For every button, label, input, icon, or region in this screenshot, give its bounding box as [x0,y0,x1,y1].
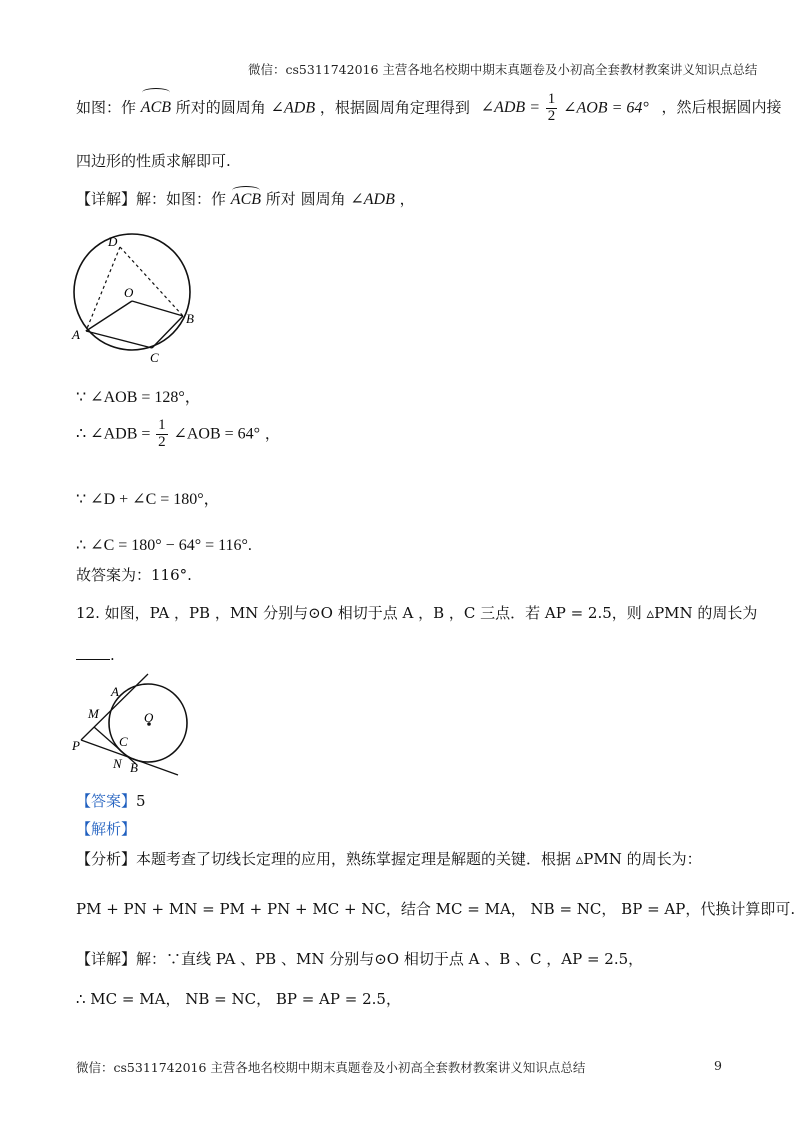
question-12-blank [76,646,115,664]
detail1-angle: ∠ADB [350,191,395,208]
step-3: ∵ ∠D + ∠C = 180°， [76,491,220,508]
step-2-fraction [156,418,168,451]
page-header: 微信：cs5311742016 主营各地名校期中期末真题卷及小初高全套教材教案讲义知识点总结 [248,62,758,77]
figure-circle-1 [66,230,206,370]
label-p: P [72,738,80,753]
page-number: 9 [714,1058,722,1073]
blank-period: . [110,646,115,664]
figure-circle-2 [66,672,216,782]
analysis-text-c: ，根据圆周角定理得到 [319,98,470,117]
answer-line [76,790,146,811]
frac-num: 1 [547,91,556,107]
step-2-frac-num: 1 [158,417,166,433]
step-2-frac-den: 2 [158,433,166,450]
step-2-comma: ， [264,424,280,443]
eq-left: ∠ADB = [480,99,540,117]
jiexi-label: 【解析】 [76,820,137,838]
answer-blank [76,659,110,660]
label-b-2: B [130,760,138,775]
label-m: M [88,706,99,721]
label-c: C [150,350,159,365]
label-d: D [108,234,118,249]
page-footer: 微信：cs5311742016 主营各地名校期中期末真题卷及小初高全套教材教案讲义知识点总结 [76,1060,586,1075]
detail1-line [76,188,415,209]
frac-den: 2 [547,107,556,124]
fraction-half [546,92,558,125]
label-o-2: O [144,710,154,725]
step-2-post: ∠AOB = 64° [173,425,261,443]
detail1-b: 所对 圆周角 [265,190,346,208]
label-b: B [186,311,194,326]
detail1-c: ， [399,190,415,208]
step-5: 故答案为：116°. [76,566,192,584]
detail1-arc: ACB [230,191,262,208]
analysis-text-d: ，然后根据圆内接 [661,98,782,117]
fenxi-line-2: PM + PN + MN = PM + PN + MC + NC，结合 MC = MA， NB = NC， BP = AP，代换计算即可. [76,900,796,918]
analysis-text-b: 所对的圆周角 [175,98,266,117]
step-4: ∴ ∠C = 180° − 64° = 116°. [76,537,252,554]
question-12: 12. 如图，PA ，PB ，MN 分别与⊙O 相切于点 A ，B ，C 三点．若 AP = 2.5，则 ▵PMN 的周长为 [76,604,758,622]
arc-acb: ACB [141,93,171,123]
line-da [86,247,120,331]
label-a: A [72,327,80,342]
label-a-2: A [111,684,119,699]
line-db [120,247,183,316]
label-o: O [124,285,134,300]
analysis-text-a: 如图：作 [76,98,137,117]
step-2 [76,418,280,451]
answer-value: 5 [136,792,146,810]
fenxi-line-1: 【分析】本题考查了切线长定理的应用，熟练掌握定理是解题的关键．根据 ▵PMN 的周长为： [76,850,702,868]
eq-right: ∠AOB = 64° [563,99,649,117]
line-bc [152,316,183,348]
line-oa [86,301,132,331]
label-c-2: C [119,734,128,749]
step-2-pre: ∴ ∠ADB = [76,425,151,443]
analysis-line-2: 四边形的性质求解即可. [76,152,231,170]
label-n: N [113,756,122,771]
answer-label: 【答案】 [76,792,137,810]
detail2-line-2: ∴ MC = MA， NB = NC， BP = AP = 2.5， [76,990,401,1008]
analysis-line-1 [76,92,782,125]
angle-adb: ∠ADB [270,99,316,117]
detail2-line-1: 【详解】解：∵直线 PA 、PB 、MN 分别与⊙O 相切于点 A 、B 、C ，AP = 2.5， [76,950,644,968]
line-ac [86,331,152,348]
line-ob [132,301,183,316]
step-1: ∵ ∠AOB = 128°， [76,389,201,406]
detail1-a: 【详解】解：如图：作 [76,190,227,208]
